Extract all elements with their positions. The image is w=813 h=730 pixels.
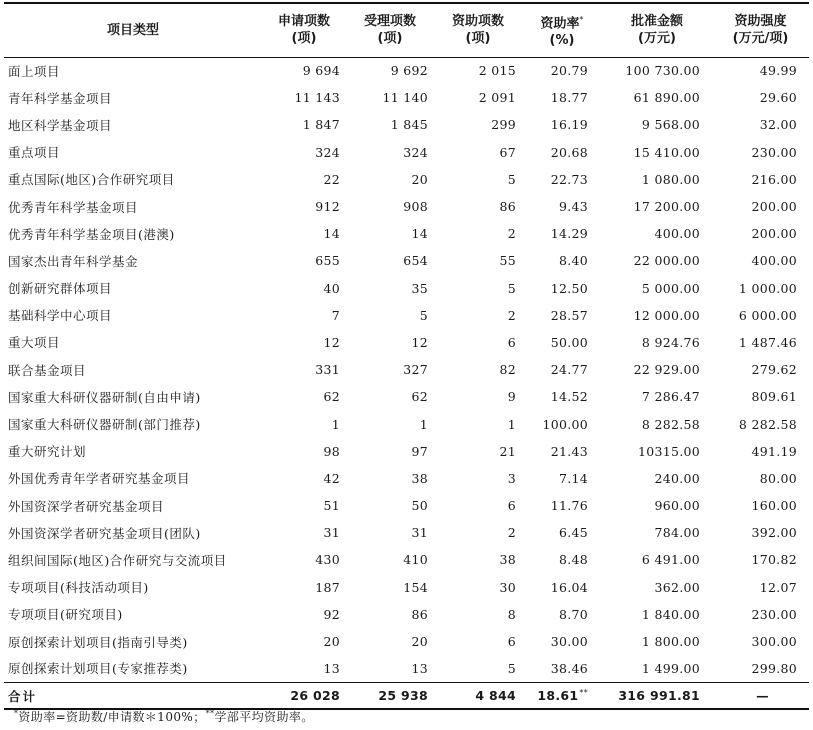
accepted-cell: 1 845: [390, 117, 428, 133]
funded-cell: 2: [507, 307, 516, 323]
header-rate-label: 资助率: [540, 16, 580, 32]
rate-cell: 6.45: [558, 525, 588, 541]
project-type-cell: 外国资深学者研究基金项目(团队): [8, 525, 201, 541]
header-funded-unit: (项): [465, 31, 491, 47]
accepted-cell: 86: [411, 606, 428, 622]
funded-cell: 2 015: [478, 63, 516, 79]
project-type-cell: 重点项目: [8, 145, 61, 161]
accepted-cell: 1: [419, 416, 428, 432]
table-row: [4, 329, 809, 356]
accepted-cell: 5: [419, 307, 428, 323]
header-funded: [434, 3, 522, 57]
amount-cell: 9 568.00: [641, 117, 700, 133]
accepted-cell: 20: [411, 171, 428, 187]
header-funded-label: 资助项数: [451, 14, 504, 30]
amount-cell: 8 282.58: [641, 416, 700, 432]
intensity-cell: 230.00: [751, 606, 797, 622]
header-intensity-label: 资助强度: [734, 14, 787, 30]
project-type-cell: 优秀青年科学基金项目(港澳): [8, 226, 175, 242]
footnote-text-2: 学部平均资助率。: [214, 710, 314, 724]
header-row: [4, 3, 809, 57]
funded-cell: 5: [507, 280, 516, 296]
header-intensity-unit: (万元/项): [732, 31, 789, 47]
accepted-cell: 14: [411, 226, 428, 242]
rate-cell: 8.40: [558, 253, 588, 269]
intensity-cell: 279.62: [751, 362, 797, 378]
applications-cell: 430: [315, 552, 340, 568]
accepted-cell: 327: [403, 362, 428, 378]
funded-cell: 38: [499, 552, 516, 568]
accepted-cell: 38: [411, 470, 428, 486]
table-row: [4, 519, 809, 546]
rate-cell: 28.57: [550, 307, 588, 323]
header-amount-label: 批准金额: [630, 14, 683, 30]
accepted-cell: 20: [411, 634, 428, 650]
applications-cell: 42: [323, 470, 340, 486]
applications-cell: 655: [315, 253, 340, 269]
funded-cell: 3: [507, 470, 516, 486]
rate-cell: 18.77: [550, 90, 588, 106]
intensity-cell: 29.60: [759, 90, 797, 106]
project-type-cell: 专项项目(研究项目): [8, 607, 123, 623]
total-row: [4, 682, 809, 709]
rate-cell: 16.04: [550, 579, 588, 595]
header-accepted: [346, 3, 434, 57]
amount-cell: 8 924.76: [641, 334, 700, 350]
table-row: [4, 166, 809, 193]
table-row: [4, 383, 809, 410]
table-row: [4, 247, 809, 274]
intensity-cell: 32.00: [759, 117, 797, 133]
accepted-cell: 654: [403, 253, 428, 269]
rate-cell: 8.48: [558, 552, 588, 568]
accepted-cell: 31: [411, 525, 428, 541]
rate-cell: 21.43: [550, 443, 588, 459]
project-type-cell: 原创探索计划项目(专家推荐类): [8, 661, 188, 677]
header-accepted-unit: (项): [377, 31, 403, 47]
intensity-cell: 216.00: [751, 171, 797, 187]
total-rate: 18.61: [537, 688, 579, 704]
funded-cell: 6: [507, 634, 516, 650]
project-type-cell: 联合基金项目: [8, 362, 87, 378]
accepted-cell: 154: [403, 579, 428, 595]
rate-cell: 20.68: [550, 144, 588, 160]
applications-cell: 22: [323, 171, 340, 187]
project-type-cell: 优秀青年科学基金项目: [8, 199, 139, 215]
table-row: [4, 220, 809, 247]
table-row: [4, 302, 809, 329]
applications-cell: 324: [315, 144, 340, 160]
amount-cell: 7 286.47: [641, 389, 700, 405]
applications-cell: 7: [331, 307, 340, 323]
table-row: [4, 275, 809, 302]
project-type-cell: 国家杰出青年科学基金: [8, 253, 139, 269]
table-row: [4, 111, 809, 138]
amount-cell: 400.00: [654, 226, 700, 242]
accepted-cell: 35: [411, 280, 428, 296]
accepted-cell: 97: [411, 443, 428, 459]
project-type-cell: 青年科学基金项目: [8, 90, 113, 106]
amount-cell: 1 499.00: [641, 660, 700, 676]
amount-cell: 1 800.00: [641, 634, 700, 650]
header-rate-unit: (%): [549, 33, 575, 49]
project-type-cell: 组织间国际(地区)合作研究与交流项目: [8, 552, 227, 568]
total-label: 合计: [8, 688, 38, 704]
intensity-cell: 809.61: [751, 389, 797, 405]
applications-cell: 13: [323, 660, 340, 676]
table-row: [4, 57, 809, 84]
header-accepted-label: 受理项数: [363, 14, 416, 30]
amount-cell: 784.00: [654, 525, 700, 541]
header-project-type: [4, 3, 262, 57]
accepted-cell: 50: [411, 498, 428, 514]
intensity-cell: 300.00: [751, 634, 797, 650]
accepted-cell: 62: [411, 389, 428, 405]
footnote-mark-2: **: [205, 709, 215, 718]
applications-cell: 1: [331, 416, 340, 432]
project-type-cell: 重大研究计划: [8, 444, 87, 460]
amount-cell: 240.00: [654, 470, 700, 486]
total-funded: 4 844: [475, 688, 516, 704]
intensity-cell: 80.00: [759, 470, 797, 486]
rate-cell: 38.46: [550, 660, 588, 676]
intensity-cell: 8 282.58: [738, 416, 797, 432]
rate-cell: 14.29: [550, 226, 588, 242]
rate-cell: 9.43: [558, 199, 588, 215]
intensity-cell: 6 000.00: [738, 307, 797, 323]
header-applications: [262, 3, 346, 57]
intensity-cell: 400.00: [751, 253, 797, 269]
amount-cell: 100 730.00: [625, 63, 700, 79]
funded-cell: 5: [507, 660, 516, 676]
header-rate-mark: *: [579, 15, 584, 25]
rate-cell: 8.70: [558, 606, 588, 622]
header-amount: [602, 3, 712, 57]
amount-cell: 960.00: [654, 498, 700, 514]
table-row: [4, 492, 809, 519]
amount-cell: 5 000.00: [641, 280, 700, 296]
amount-cell: 362.00: [654, 579, 700, 595]
amount-cell: 15 410.00: [633, 144, 700, 160]
rate-cell: 12.50: [550, 280, 588, 296]
funded-cell: 2: [507, 525, 516, 541]
project-type-cell: 重大项目: [8, 335, 61, 351]
applications-cell: 98: [323, 443, 340, 459]
table-row: [4, 410, 809, 437]
intensity-cell: 299.80: [751, 660, 797, 676]
header-applications-label: 申请项数: [277, 14, 330, 30]
rate-cell: 50.00: [550, 334, 588, 350]
funded-cell: 2: [507, 226, 516, 242]
funded-cell: 5: [507, 171, 516, 187]
project-type-cell: 重点国际(地区)合作研究项目: [8, 172, 175, 188]
project-type-cell: 外国优秀青年学者研究基金项目: [8, 471, 191, 487]
footnote-text-1: 资助率=资助数/申请数＊100%；: [18, 710, 206, 724]
funded-cell: 30: [499, 579, 516, 595]
accepted-cell: 908: [403, 199, 428, 215]
intensity-cell: 160.00: [751, 498, 797, 514]
funded-cell: 2 091: [478, 90, 516, 106]
project-type-cell: 专项项目(科技活动项目): [8, 580, 149, 596]
table-row: [4, 628, 809, 655]
accepted-cell: 13: [411, 660, 428, 676]
applications-cell: 187: [315, 579, 340, 595]
header-rate: [522, 3, 602, 57]
table-header: [4, 3, 809, 57]
applications-cell: 11 143: [294, 90, 340, 106]
applications-cell: 20: [323, 634, 340, 650]
table-row: [4, 84, 809, 111]
applications-cell: 9 694: [302, 63, 340, 79]
total-rate-cell: [522, 682, 602, 709]
amount-cell: 61 890.00: [633, 90, 700, 106]
applications-cell: 31: [323, 525, 340, 541]
project-type-cell: 面上项目: [8, 63, 61, 79]
header-intensity: [712, 3, 809, 57]
total-intensity: —: [756, 688, 769, 704]
table-row: [4, 546, 809, 573]
funded-cell: 6: [507, 334, 516, 350]
rate-cell: 30.00: [550, 634, 588, 650]
amount-cell: 22 929.00: [633, 362, 700, 378]
funded-cell: 8: [507, 606, 516, 622]
project-type-cell: 地区科学基金项目: [8, 117, 113, 133]
funded-cell: 6: [507, 498, 516, 514]
funded-cell: 67: [499, 144, 516, 160]
total-rate-mark: **: [579, 687, 588, 697]
rate-cell: 22.73: [550, 171, 588, 187]
footnote-mark-1: *: [14, 709, 19, 718]
intensity-cell: 392.00: [751, 525, 797, 541]
total-accepted: 25 938: [378, 688, 428, 704]
project-type-cell: 外国资深学者研究基金项目: [8, 498, 165, 514]
amount-cell: 10315.00: [637, 443, 700, 459]
intensity-cell: 491.19: [751, 443, 797, 459]
funded-cell: 21: [499, 443, 516, 459]
project-type-cell: 基础科学中心项目: [8, 308, 113, 324]
project-type-cell: 创新研究群体项目: [8, 281, 113, 297]
intensity-cell: 1 487.46: [738, 334, 797, 350]
funding-table: [4, 2, 809, 710]
intensity-cell: 12.07: [759, 579, 797, 595]
applications-cell: 92: [323, 606, 340, 622]
table-row: [4, 438, 809, 465]
applications-cell: 62: [323, 389, 340, 405]
funded-cell: 86: [499, 199, 516, 215]
table-row: [4, 356, 809, 383]
rate-cell: 16.19: [550, 117, 588, 133]
project-type-cell: 原创探索计划项目(指南引导类): [8, 634, 188, 650]
table-row: [4, 139, 809, 166]
accepted-cell: 410: [403, 552, 428, 568]
rate-cell: 7.14: [558, 470, 588, 486]
rate-cell: 20.79: [550, 63, 588, 79]
funded-cell: 55: [499, 253, 516, 269]
amount-cell: 1 080.00: [641, 171, 700, 187]
amount-cell: 1 840.00: [641, 606, 700, 622]
header-project-type-label: 项目类型: [106, 22, 159, 38]
total-amount: 316 991.81: [618, 688, 700, 704]
accepted-cell: 9 692: [390, 63, 428, 79]
intensity-cell: 200.00: [751, 226, 797, 242]
rate-cell: 11.76: [550, 498, 588, 514]
header-amount-unit: (万元): [638, 31, 676, 47]
amount-cell: 6 491.00: [641, 552, 700, 568]
total-applications: 26 028: [290, 688, 340, 704]
intensity-cell: 230.00: [751, 144, 797, 160]
accepted-cell: 324: [403, 144, 428, 160]
rate-cell: 14.52: [550, 389, 588, 405]
applications-cell: 51: [323, 498, 340, 514]
header-applications-unit: (项): [291, 31, 317, 47]
intensity-cell: 49.99: [759, 63, 797, 79]
project-type-cell: 国家重大科研仪器研制(自由申请): [8, 389, 201, 405]
amount-cell: 12 000.00: [633, 307, 700, 323]
intensity-cell: 1 000.00: [738, 280, 797, 296]
table-body: [4, 57, 809, 682]
amount-cell: 22 000.00: [633, 253, 700, 269]
accepted-cell: 12: [411, 334, 428, 350]
footnote: [14, 708, 314, 725]
table-row: [4, 465, 809, 492]
table-footer: [4, 682, 809, 709]
accepted-cell: 11 140: [382, 90, 428, 106]
table-row: [4, 601, 809, 628]
table-row: [4, 655, 809, 682]
amount-cell: 17 200.00: [633, 199, 700, 215]
table-row: [4, 193, 809, 220]
rate-cell: 100.00: [542, 416, 588, 432]
applications-cell: 12: [323, 334, 340, 350]
applications-cell: 14: [323, 226, 340, 242]
funded-cell: 9: [507, 389, 516, 405]
table-row: [4, 574, 809, 601]
applications-cell: 331: [315, 362, 340, 378]
funded-cell: 1: [507, 416, 516, 432]
intensity-cell: 170.82: [751, 552, 797, 568]
funded-cell: 299: [491, 117, 516, 133]
project-type-cell: 国家重大科研仪器研制(部门推荐): [8, 417, 201, 433]
rate-cell: 24.77: [550, 362, 588, 378]
funded-cell: 82: [499, 362, 516, 378]
intensity-cell: 200.00: [751, 199, 797, 215]
applications-cell: 40: [323, 280, 340, 296]
applications-cell: 912: [315, 199, 340, 215]
applications-cell: 1 847: [302, 117, 340, 133]
